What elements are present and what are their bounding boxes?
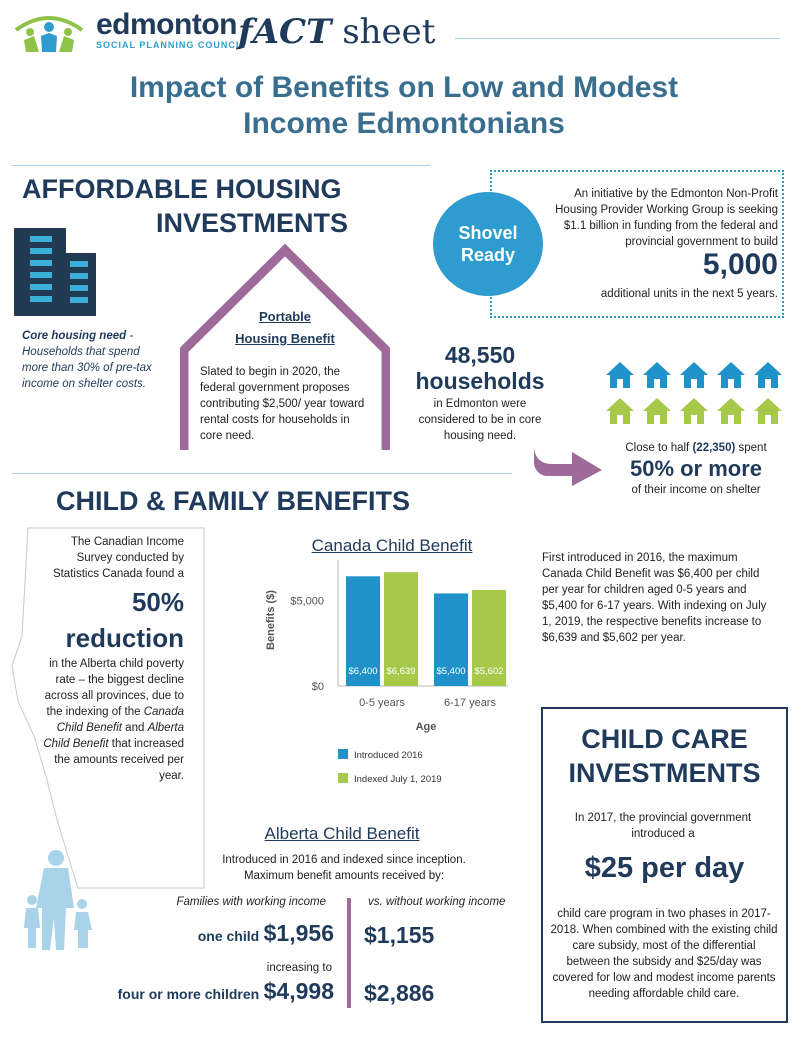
bar-value-label: $6,400 (348, 666, 378, 677)
org-subtitle: SOCIAL PLANNING COUNCIL (96, 40, 246, 50)
units-number: 5,000 (702, 248, 778, 281)
chart-title: Canada Child Benefit (311, 536, 473, 555)
family-silhouette-icon (20, 848, 98, 952)
housing-section-title: AFFORDABLE HOUSING INVESTMENTS (22, 174, 349, 238)
shovel-ready-badge: Shovel Ready (433, 192, 543, 296)
legend-swatch (338, 773, 348, 783)
page-title: Impact of Benefits on Low and Modest Income Edmontonians (129, 71, 679, 140)
acb-one-child-without: $1,155 (364, 922, 435, 948)
ccb-desc: First introduced in 2016, the maximum Canada Child Benefit was $6,400 per child per year for children aged 0-5 years and $5,400 for 6-17 years. With indexing on July 1, 2019, the respective benefits increase to $6,639 and $5,602 per year. (542, 552, 767, 644)
bar-value-label: $5,400 (436, 666, 466, 677)
acb-divider (347, 898, 351, 1008)
reduction-desc: in the Alberta child poverty rate – the biggest decline across all provinces, due to the indexing of the Canada Child Benefit and Alberta Child Benefit that increased the amounts received per year. (43, 658, 184, 782)
childcare-title: CHILD CARE INVESTMENTS (568, 724, 761, 788)
acb-col-left: Families with working income (176, 896, 326, 908)
y-tick-label: $0 (311, 681, 324, 693)
acb-four-without: $2,886 (364, 980, 435, 1006)
legend-label: Indexed July 1, 2019 (354, 774, 442, 785)
arrow-icon (532, 444, 604, 488)
bar-value-label: $5,602 (474, 666, 504, 677)
org-name: edmonton (96, 8, 237, 41)
houses-icon (606, 362, 784, 428)
survey-desc: The Canadian Income Survey conducted by Statistics Canada found a (52, 536, 184, 580)
childcare-desc: child care program in two phases in 2017-2018. When combined with the existing child care subsidy, most of the differential between the subsidy and $25/day was covered for low and modest income parents needing affordable child care. (550, 908, 778, 1000)
family-section-title: CHILD & FAMILY BENEFITS (56, 486, 411, 516)
x-tick-label: 6-17 years (444, 697, 496, 709)
legend-label: Introduced 2016 (354, 750, 423, 761)
childcare-intro: In 2017, the provincial government introduced a (574, 812, 752, 840)
reduction-stat: 50% reduction (65, 587, 184, 653)
households-desc: in Edmonton were considered to be in core housing need. (418, 398, 542, 442)
logo-icon (12, 12, 86, 54)
acb-desc: Introduced in 2016 and indexed since inception. Maximum benefit amounts received by: (222, 854, 466, 882)
acb-one-child-working: one child $1,956 (197, 920, 334, 946)
buildings-icon (14, 228, 98, 318)
acb-col-right: vs. without working income (368, 896, 506, 908)
units-desc: additional units in the next 5 years. (600, 288, 778, 300)
x-axis-label: Age (415, 721, 437, 733)
households-number: 48,550 households (415, 342, 545, 394)
y-tick-label: $5,000 (290, 595, 324, 608)
portable-benefit-title: Portable Housing Benefit (235, 309, 335, 346)
childcare-big: $25 per day (584, 852, 745, 884)
fact-sheet-title: fACT sheet (238, 12, 436, 52)
x-tick-label: 0-5 years (359, 697, 405, 709)
legend-swatch (338, 749, 348, 759)
portable-benefit-desc: Slated to begin in 2020, the federal government proposes contributing $2,500/ year toward rental costs for households in core need. (200, 366, 365, 442)
y-axis-label: Benefits ($) (265, 590, 277, 650)
half-stat: Close to half (22,350) spent 50% or more of their income on shelter (625, 442, 767, 496)
acb-increasing: increasing to (266, 962, 332, 974)
bar-value-label: $6,639 (386, 666, 416, 677)
initiative-desc: An initiative by the Edmonton Non-Profit Housing Provider Working Group is seeking $1.1 billion in funding from the federal and provincial government to build (555, 188, 778, 248)
ccb-chart (258, 560, 518, 800)
acb-four-working: four or more children $4,998 (117, 978, 334, 1004)
acb-title: Alberta Child Benefit (264, 824, 420, 843)
core-need-definition: Core housing need - Households that spend more than 30% of pre-tax income on shelter costs. (22, 330, 152, 390)
